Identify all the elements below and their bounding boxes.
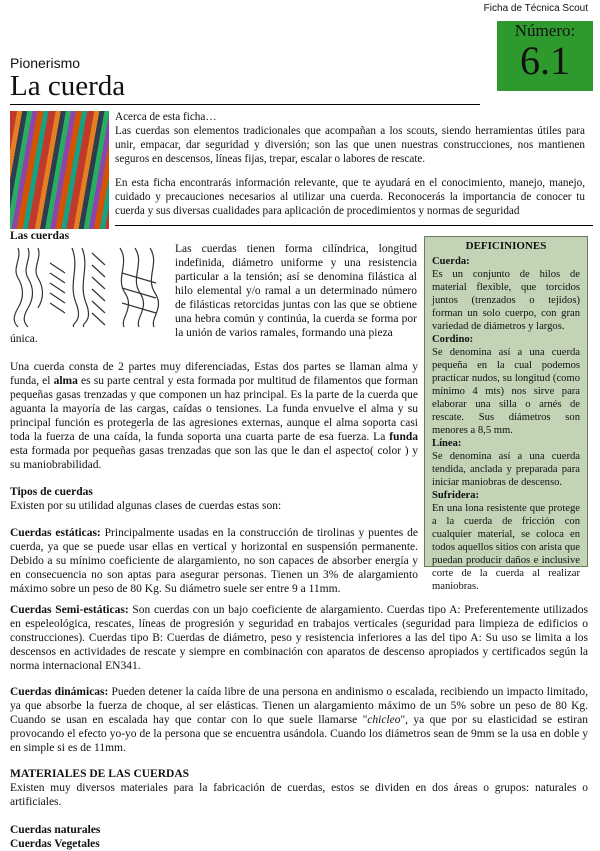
section-heading-cuerdas: Las cuerdas	[10, 230, 70, 242]
number-badge	[497, 21, 593, 91]
number-value: 6.1	[520, 38, 570, 83]
intro-paragraph-1: Las cuerdas son elementos tradicionales que acompañan a los scouts, siendo herramientas útiles para unir, empacar, dar seguridad y diversión; son las que unen nuestras construcciones, nos mantienen seguros en descensos, líneas fijas, trepar, escalar o labores de rescate.	[115, 125, 585, 165]
semi-label: Cuerdas Semi-estáticas:	[10, 604, 129, 616]
ropes-photo	[10, 111, 109, 229]
intro-heading: Acerca de esta ficha…	[115, 111, 217, 123]
title-divider	[10, 104, 480, 105]
category-label: Pionerismo	[10, 55, 81, 71]
definitions-box	[424, 236, 588, 592]
fiche-header-label: Ficha de Técnica Scout	[483, 3, 588, 14]
estaticas-label: Cuerdas estáticas:	[10, 527, 101, 539]
definitions-heading: DEFICINIONES	[465, 240, 547, 252]
estaticas-paragraph: Cuerdas estáticas: Principalmente usadas en la construcción de tirolinas y puentes de cuerda, ya que se puede usar ellas en vertical y horizontal en suspensión permanente. Debido a su mínimo coeficiente de alargamiento, no son capaces de absorber energía y en consecuencia no son aptas para asegurar personas. Tienen un 3% de alargamiento máximo sobre un peso de 80 Kg. Su diámetro suele ser entre 9 a 11mm.	[10, 527, 419, 595]
cuerdas-description-end: única.	[10, 333, 38, 345]
semi-estaticas-paragraph: Cuerdas Semi-estáticas: Son cuerdas con un bajo coeficiente de alargamiento. Cuerdas tipo A: Preferentemente utilizados en espeleológica, rescates, líneas de progresión y seguridad en trabajos verticales (seguridad para limpieza de edificios o construcciones). Cuerdas tipo B: Cuerdas de diámetro, peso y resistencia inferiores a las del tipo A: Su uso se limita a los descensos en actividades de rescate y siempre en combinación con aparatos de descenso apropiados y certificados según la norma internacional EN341.	[10, 604, 588, 672]
def-text: Se denomina así a una cuerda pequeña en la cual podemos practicar nudos, su longitud (como mínimo 4 mts) nos sirve para elaborar una silla o arnés de rescate. Sus diámetros son menores a 8,5 mm.	[432, 347, 580, 436]
materiales-text: Existen muy diversos materiales para la fabricación de cuerdas, estos se dividen en dos áreas o grupos: naturales o artificiales.	[10, 782, 588, 808]
number-label: Número:	[514, 21, 576, 40]
intro-divider	[115, 225, 593, 226]
intro-section	[115, 110, 585, 228]
dinamicas-paragraph: Cuerdas dinámicas: Pueden detener la caída libre de una persona en andinismo o escalada, recibiendo un impacto limitado, ya que absorbe la fuerza de choque, al ser elásticas. Tienen un alargamiento máximo de un 5% sobre un peso de 80 Kg. Cuando se usan en escalada hay que contar con lo que suele llamarse "chicleo", ya que por su elasticidad se estiran provocando el efecto yo-yo de la persona que se encuentra usándola. Cuando los diámetros sean de 9mm se la usa en doble y en simple si es de 11mm.	[10, 686, 588, 754]
def-term: Cordino:	[432, 334, 474, 345]
dinamicas-label: Cuerdas dinámicas:	[10, 686, 109, 698]
materiales-section	[10, 767, 588, 851]
def-term: Sufridera:	[432, 490, 480, 501]
intro-paragraph-2: En esta ficha encontrarás información relevante, que te ayudará en el conocimiento, manejo, manejo, cuidado y precauciones necesarios al utilizar una cuerda. Reconocerás la importancia de conocer tu cuerda y sus diversas cualidades para aplicación de procedimientos y normas de seguridad	[115, 177, 585, 217]
def-text: Es un conjunto de hilos de material flexible, que torcidos juntos (trenzados o tejidos) forman un solo cuerpo, con gran variedad de diámetros y largos.	[432, 269, 580, 332]
materiales-heading: MATERIALES DE LAS CUERDAS	[10, 768, 190, 780]
alma-term: alma	[53, 375, 78, 387]
tipos-intro: Existen por su utilidad algunas clases de cuerdas estas son:	[10, 500, 282, 512]
funda-term: funda	[389, 431, 418, 443]
def-text: En una lona resistente que protege a la cuerda de fricción con cualquier material, se coloca en todos aquellos sitios con arista que puedan producir daños e inclusive corte de la cuerda al realizar maniobras.	[432, 503, 580, 592]
sub-heading-naturales: Cuerdas naturales	[10, 824, 101, 836]
def-term: Cuerda:	[432, 256, 470, 267]
sub-heading-vegetales: Cuerdas Vegetales	[10, 838, 100, 850]
partes-paragraph: Una cuerda consta de 2 partes muy diferenciadas, Estas dos partes se llaman alma y funda, el alma es su parte central y esta formada por multitud de filamentos que forman pequeñas gasas trenzadas y que componen un haz principal. Es la parte de la cuerda que aguanta la mayoría de las cargas, caídas o tensiones. La funda envuelve el alma y su principal función es protegerla de las agresiones externas, aunque el alma soporta casi toda la fuerza de una caída, la funda soporta una cuarta parte de esa fuerza. La funda esta formada por pequeñas gasas trenzadas que son las que le dan el aspecto( color ) y su maniobrabilidad.	[10, 361, 419, 471]
page-title: La cuerda	[10, 70, 126, 102]
chicleo-term: chicleo	[367, 714, 401, 726]
main-column	[10, 360, 418, 609]
rope-strands-illustration	[10, 243, 170, 328]
tipos-block	[10, 485, 418, 513]
def-term: Línea:	[432, 438, 462, 449]
cuerdas-description: Las cuerdas tienen forma cilíndrica, longitud indefinida, diámetro uniforme y una resistencia particular a la tensión; así se denomina filástica al hilo elemental y/o ramal a un determinado número de filásticas retorcidas juntas con las que se obtiene una hebra común y continúa, la cuerda se forma por la unión de varios ramales, formando una pieza	[175, 243, 417, 339]
def-text: Se denomina así a una cuerda tendida, anclada y preparada para iniciar maniobras de descenso.	[432, 451, 580, 488]
tipos-heading: Tipos de cuerdas	[10, 486, 93, 498]
